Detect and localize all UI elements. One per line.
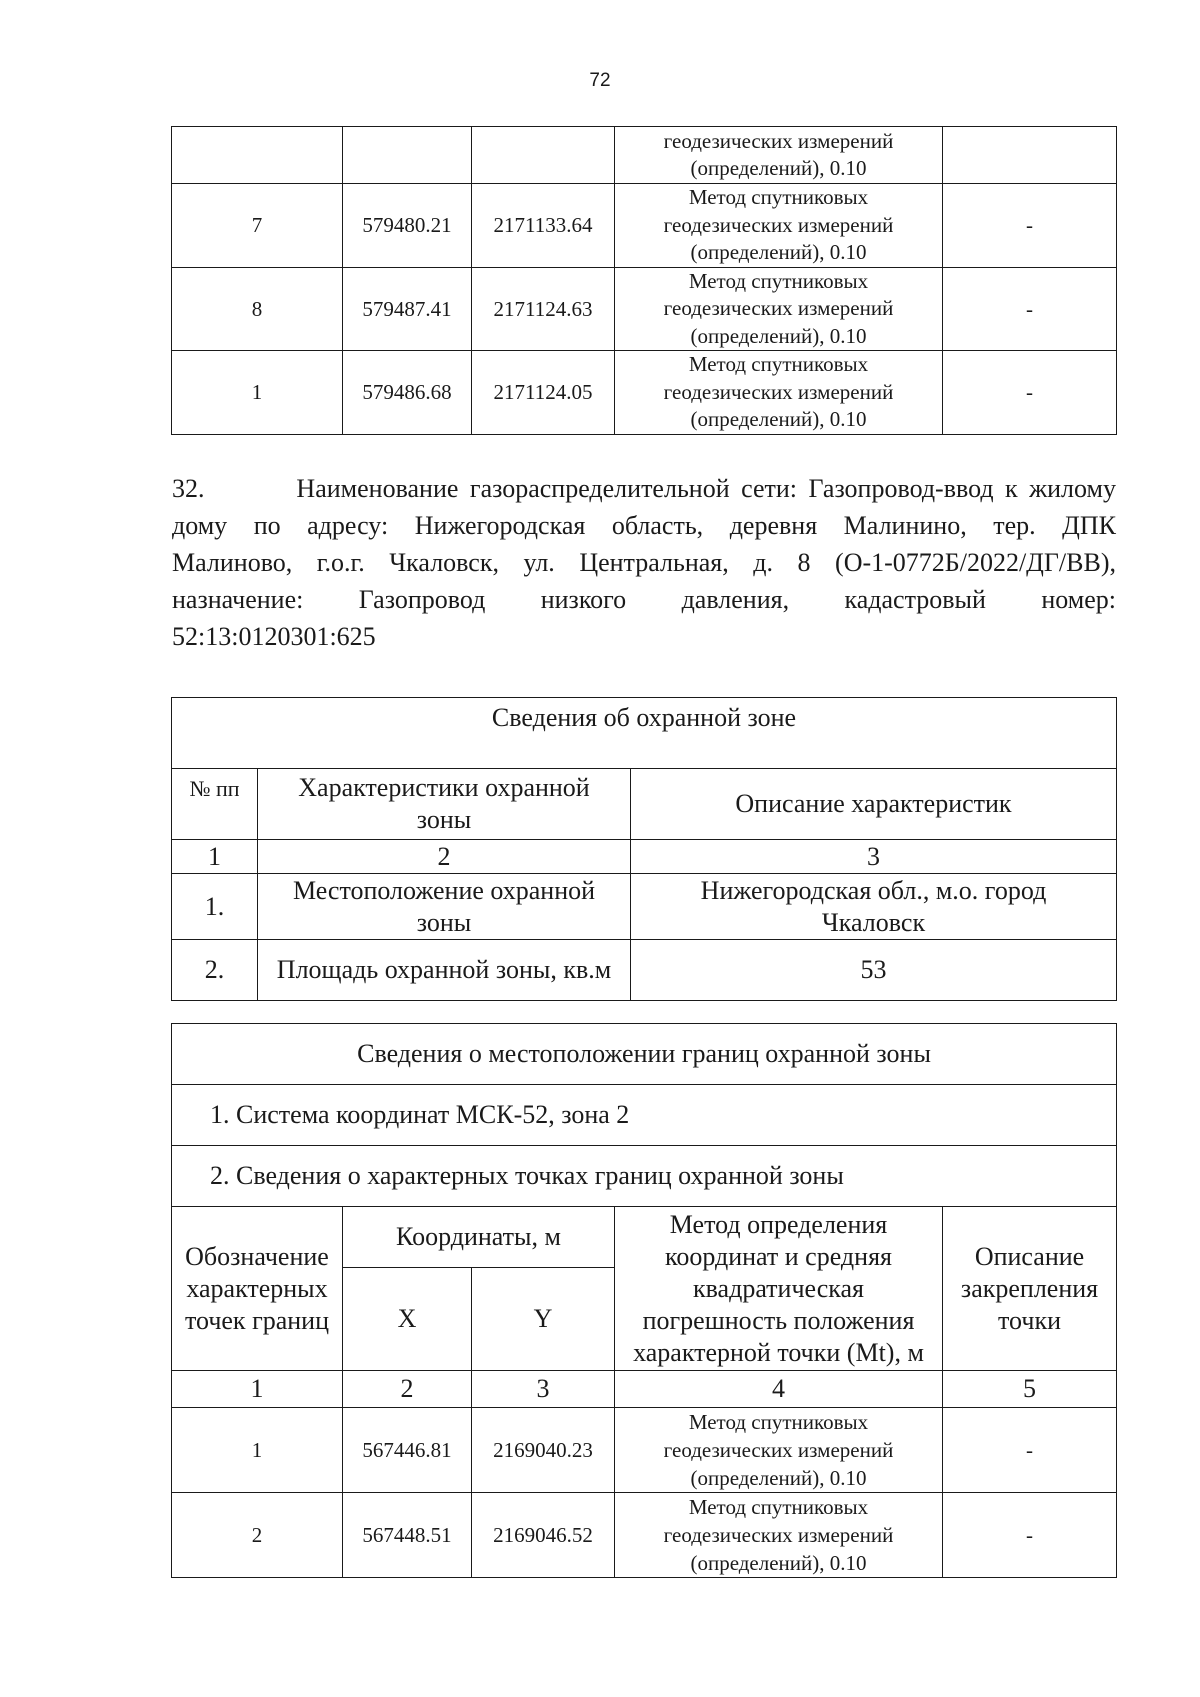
- desc-cell: [943, 127, 1117, 184]
- characteristic-name: Местоположение охранной зоны: [258, 874, 631, 940]
- point-cell: 7: [172, 184, 343, 268]
- paragraph-line: назначение: Газопровод низкого давления, кадастровый номер:: [172, 585, 1116, 614]
- coordinate-system-row: [172, 1085, 1117, 1146]
- y-cell: 2169040.23: [472, 1408, 615, 1493]
- table-row: [172, 1493, 1117, 1578]
- method-cell: геодезических измерений (определений), 0.10: [615, 127, 943, 184]
- row-number: 1.: [172, 874, 258, 940]
- column-number: 3: [631, 840, 1117, 874]
- point-cell: [172, 127, 343, 184]
- column-header: Координаты, м: [343, 1207, 615, 1268]
- desc-cell: -: [943, 351, 1117, 435]
- y-cell: 2171133.64: [472, 184, 615, 268]
- column-header: Обозначение характерных точек границ: [172, 1207, 343, 1371]
- method-cell: Метод спутниковых геодезических измерений (определений), 0.10: [615, 184, 943, 268]
- desc-cell: -: [943, 267, 1117, 351]
- network-description-paragraph: [172, 470, 1116, 655]
- table-row: [172, 874, 1117, 940]
- page-number: 72: [589, 70, 611, 91]
- column-number: 2: [258, 840, 631, 874]
- column-number: 3: [472, 1371, 615, 1408]
- x-cell: 579480.21: [343, 184, 472, 268]
- column-number: 1: [172, 840, 258, 874]
- desc-cell: -: [943, 1408, 1117, 1493]
- column-number: 5: [943, 1371, 1117, 1408]
- paragraph-line: 52:13:0120301:625: [172, 622, 376, 651]
- desc-cell: -: [943, 184, 1117, 268]
- point-cell: 2: [172, 1493, 343, 1578]
- column-header: Характеристики охранной зоны: [258, 769, 631, 840]
- table-title-row: [172, 1024, 1117, 1085]
- method-cell: Метод спутниковых геодезических измерений (определений), 0.10: [615, 351, 943, 435]
- y-cell: [472, 127, 615, 184]
- column-header: № пп: [172, 769, 258, 840]
- method-cell: Метод спутниковых геодезических измерений (определений), 0.10: [615, 1408, 943, 1493]
- column-header: Метод определения координат и средняя квадратическая погрешность положения характерной точки (Mt), м: [615, 1207, 943, 1371]
- column-number: 2: [343, 1371, 472, 1408]
- paragraph-line: 32. Наименование газораспределительной сети: Газопровод-ввод к жилому: [172, 474, 1116, 503]
- table-row: [172, 127, 1117, 184]
- y-cell: 2171124.05: [472, 351, 615, 435]
- x-cell: [343, 127, 472, 184]
- paragraph-line: дому по адресу: Нижегородская область, деревня Малинино, тер. ДПК: [172, 511, 1116, 540]
- table-title: Сведения о местоположении границ охранной зоны: [172, 1024, 1117, 1085]
- table-row: [172, 940, 1117, 1001]
- y-cell: 2171124.63: [472, 267, 615, 351]
- column-header: Y: [472, 1268, 615, 1371]
- zone-boundaries-table: [171, 1023, 1117, 1578]
- column-number-row: [172, 840, 1117, 874]
- table-row: [172, 184, 1117, 268]
- row-number: 2.: [172, 940, 258, 1001]
- characteristic-value: Нижегородская обл., м.о. город Чкаловск: [631, 874, 1117, 940]
- method-cell: Метод спутниковых геодезических измерений (определений), 0.10: [615, 1493, 943, 1578]
- protection-zone-table: [171, 697, 1117, 1001]
- table-row: [172, 267, 1117, 351]
- x-cell: 579487.41: [343, 267, 472, 351]
- point-cell: 8: [172, 267, 343, 351]
- point-cell: 1: [172, 1408, 343, 1493]
- column-number-row: [172, 1371, 1117, 1408]
- characteristic-value: 53: [631, 940, 1117, 1001]
- column-header: Описание закрепления точки: [943, 1207, 1117, 1371]
- column-number: 4: [615, 1371, 943, 1408]
- table-title: Сведения об охранной зоне: [172, 698, 1117, 769]
- point-cell: 1: [172, 351, 343, 435]
- method-cell: Метод спутниковых геодезических измерений (определений), 0.10: [615, 267, 943, 351]
- points-section-title: 2. Сведения о характерных точках границ охранной зоны: [172, 1146, 1117, 1207]
- desc-cell: -: [943, 1493, 1117, 1578]
- table-header-row: [172, 1207, 1117, 1268]
- table-title-row: [172, 698, 1117, 769]
- x-cell: 579486.68: [343, 351, 472, 435]
- coordinate-system: 1. Система координат МСК-52, зона 2: [172, 1085, 1117, 1146]
- table-row: [172, 351, 1117, 435]
- column-header: X: [343, 1268, 472, 1371]
- y-cell: 2169046.52: [472, 1493, 615, 1578]
- points-title-row: [172, 1146, 1117, 1207]
- x-cell: 567448.51: [343, 1493, 472, 1578]
- coordinates-table-continued: [171, 126, 1117, 435]
- column-header: Описание характеристик: [631, 769, 1117, 840]
- column-number: 1: [172, 1371, 343, 1408]
- table-header-row: [172, 769, 1117, 840]
- x-cell: 567446.81: [343, 1408, 472, 1493]
- table-row: [172, 1408, 1117, 1493]
- paragraph-line: Малиново, г.о.г. Чкаловск, ул. Центральная, д. 8 (О-1-0772Б/2022/ДГ/ВВ),: [172, 548, 1116, 577]
- characteristic-name: Площадь охранной зоны, кв.м: [258, 940, 631, 1001]
